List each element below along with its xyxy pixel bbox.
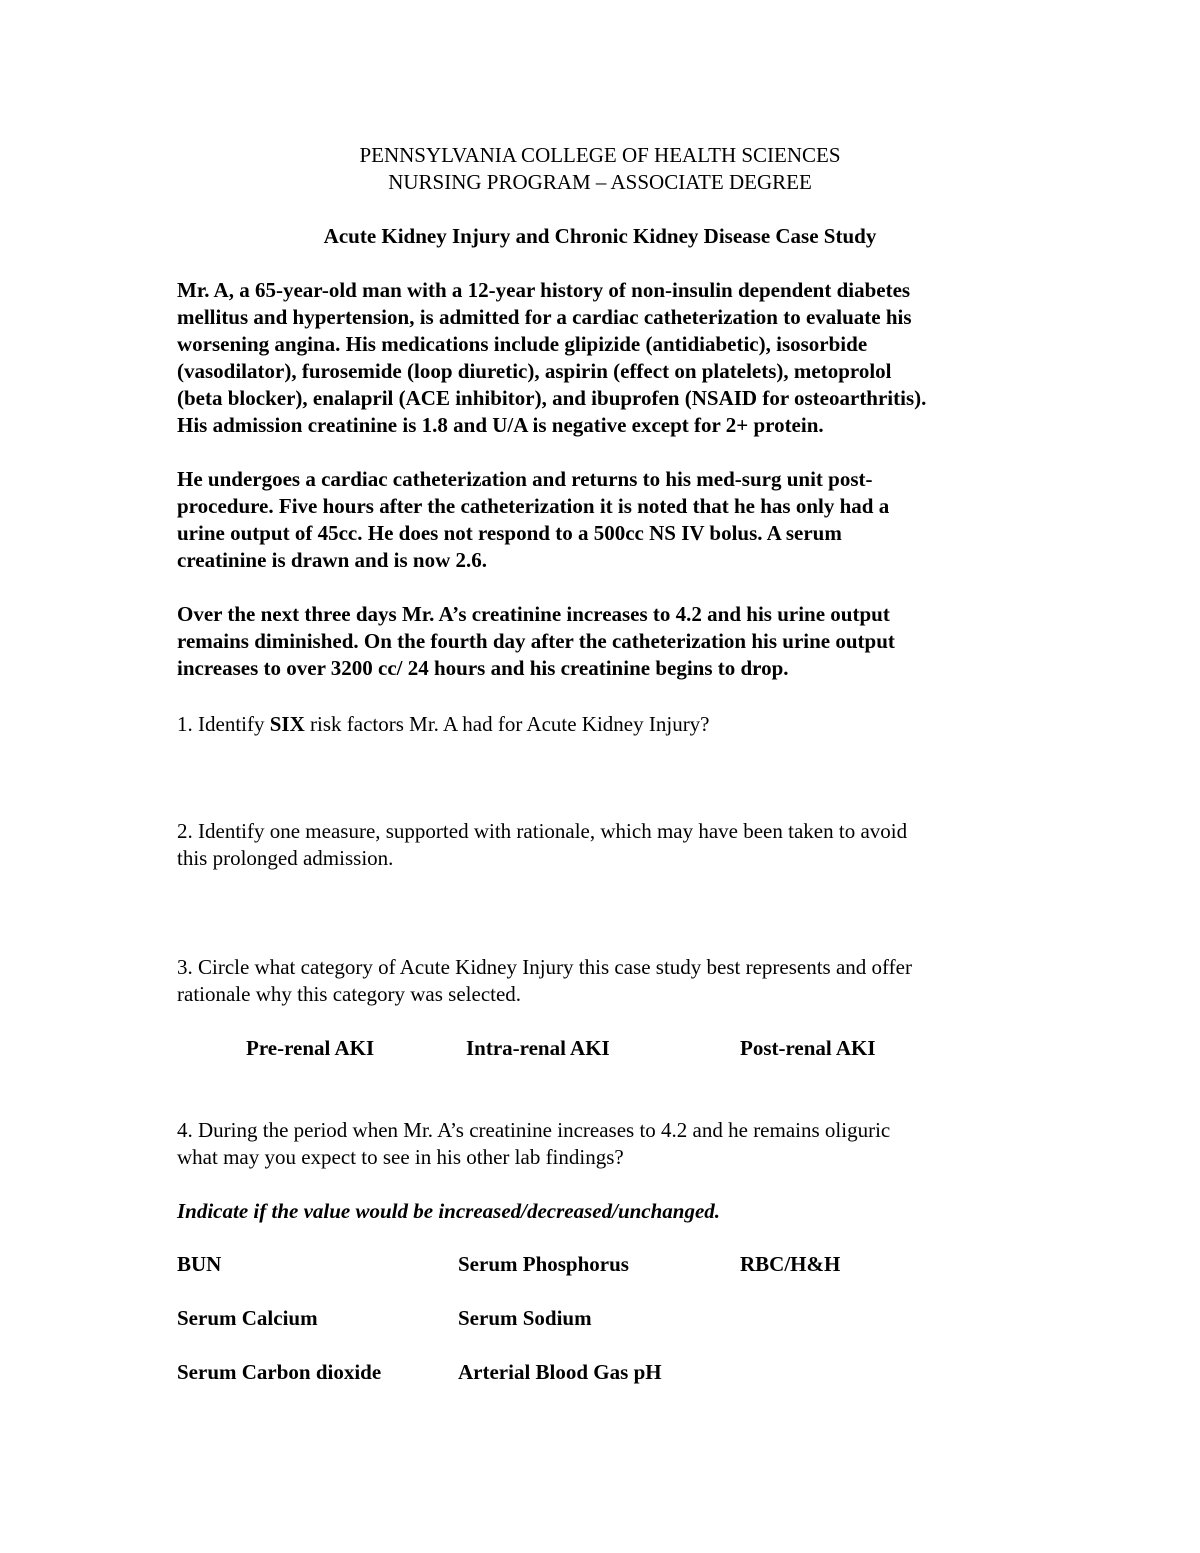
question-3-line: rationale why this category was selected. bbox=[177, 982, 522, 1006]
program-heading: NURSING PROGRAM – ASSOCIATE DEGREE bbox=[388, 170, 812, 194]
option-pre-renal-aki: Pre-renal AKI bbox=[246, 1036, 375, 1060]
option-post-renal-aki: Post-renal AKI bbox=[740, 1036, 876, 1060]
case-paragraph-3-line: remains diminished. On the fourth day after the catheterization his urine output bbox=[177, 629, 895, 653]
case-paragraph-3-line: Over the next three days Mr. A’s creatinine increases to 4.2 and his urine output bbox=[177, 602, 890, 626]
case-paragraph-2-line: urine output of 45cc. He does not respond to a 500cc NS IV bolus. A serum bbox=[177, 521, 842, 545]
institution-heading: PENNSYLVANIA COLLEGE OF HEALTH SCIENCES bbox=[359, 143, 841, 167]
question-4-line: what may you expect to see in his other lab findings? bbox=[177, 1145, 624, 1169]
case-paragraph-2-line: procedure. Five hours after the catheterization it is noted that he has only had a bbox=[177, 494, 890, 518]
case-paragraph-3-line: increases to over 3200 cc/ 24 hours and his creatinine begins to drop. bbox=[177, 656, 789, 680]
question-2-line: 2. Identify one measure, supported with rationale, which may have been taken to avoid bbox=[177, 819, 908, 843]
question-1 bbox=[177, 711, 710, 738]
lab-item: RBC/H&H bbox=[740, 1252, 841, 1276]
case-paragraph-1-line: mellitus and hypertension, is admitted for a cardiac catheterization to evaluate his bbox=[177, 305, 912, 329]
question-4-line: 4. During the period when Mr. A’s creatinine increases to 4.2 and he remains oliguric bbox=[177, 1118, 891, 1142]
question-1-prefix: 1. Identify bbox=[177, 712, 270, 736]
document-title: Acute Kidney Injury and Chronic Kidney Disease Case Study bbox=[323, 224, 877, 248]
option-intra-renal-aki: Intra-renal AKI bbox=[466, 1036, 610, 1060]
lab-item: Serum Sodium bbox=[458, 1306, 592, 1330]
lab-item: BUN bbox=[177, 1252, 222, 1276]
case-paragraph-2-line: creatinine is drawn and is now 2.6. bbox=[177, 548, 487, 572]
question-1-emphasis: SIX bbox=[269, 712, 305, 736]
case-paragraph-1-line: (beta blocker), enalapril (ACE inhibitor), and ibuprofen (NSAID for osteoarthritis). bbox=[177, 386, 927, 410]
question-2-line: this prolonged admission. bbox=[177, 846, 394, 870]
case-paragraph-1-line: Mr. A, a 65-year-old man with a 12-year history of non-insulin dependent diabetes bbox=[177, 278, 911, 302]
lab-item: Serum Calcium bbox=[177, 1306, 318, 1330]
case-paragraph-1-line: (vasodilator), furosemide (loop diuretic), aspirin (effect on platelets), metoprolol bbox=[177, 359, 892, 383]
case-paragraph-1-line: worsening angina. His medications include glipizide (antidiabetic), isosorbide bbox=[177, 332, 868, 356]
question-1-suffix: risk factors Mr. A had for Acute Kidney Injury? bbox=[304, 712, 710, 736]
question-3-line: 3. Circle what category of Acute Kidney Injury this case study best represents and offer bbox=[177, 955, 912, 979]
question-4-instruction: Indicate if the value would be increased/decreased/unchanged. bbox=[177, 1199, 721, 1223]
lab-item: Arterial Blood Gas pH bbox=[458, 1360, 662, 1384]
case-paragraph-1-line: His admission creatinine is 1.8 and U/A is negative except for 2+ protein. bbox=[177, 413, 824, 437]
lab-item: Serum Carbon dioxide bbox=[177, 1360, 382, 1384]
lab-item: Serum Phosphorus bbox=[458, 1252, 629, 1276]
case-paragraph-2-line: He undergoes a cardiac catheterization and returns to his med-surg unit post- bbox=[177, 467, 873, 491]
